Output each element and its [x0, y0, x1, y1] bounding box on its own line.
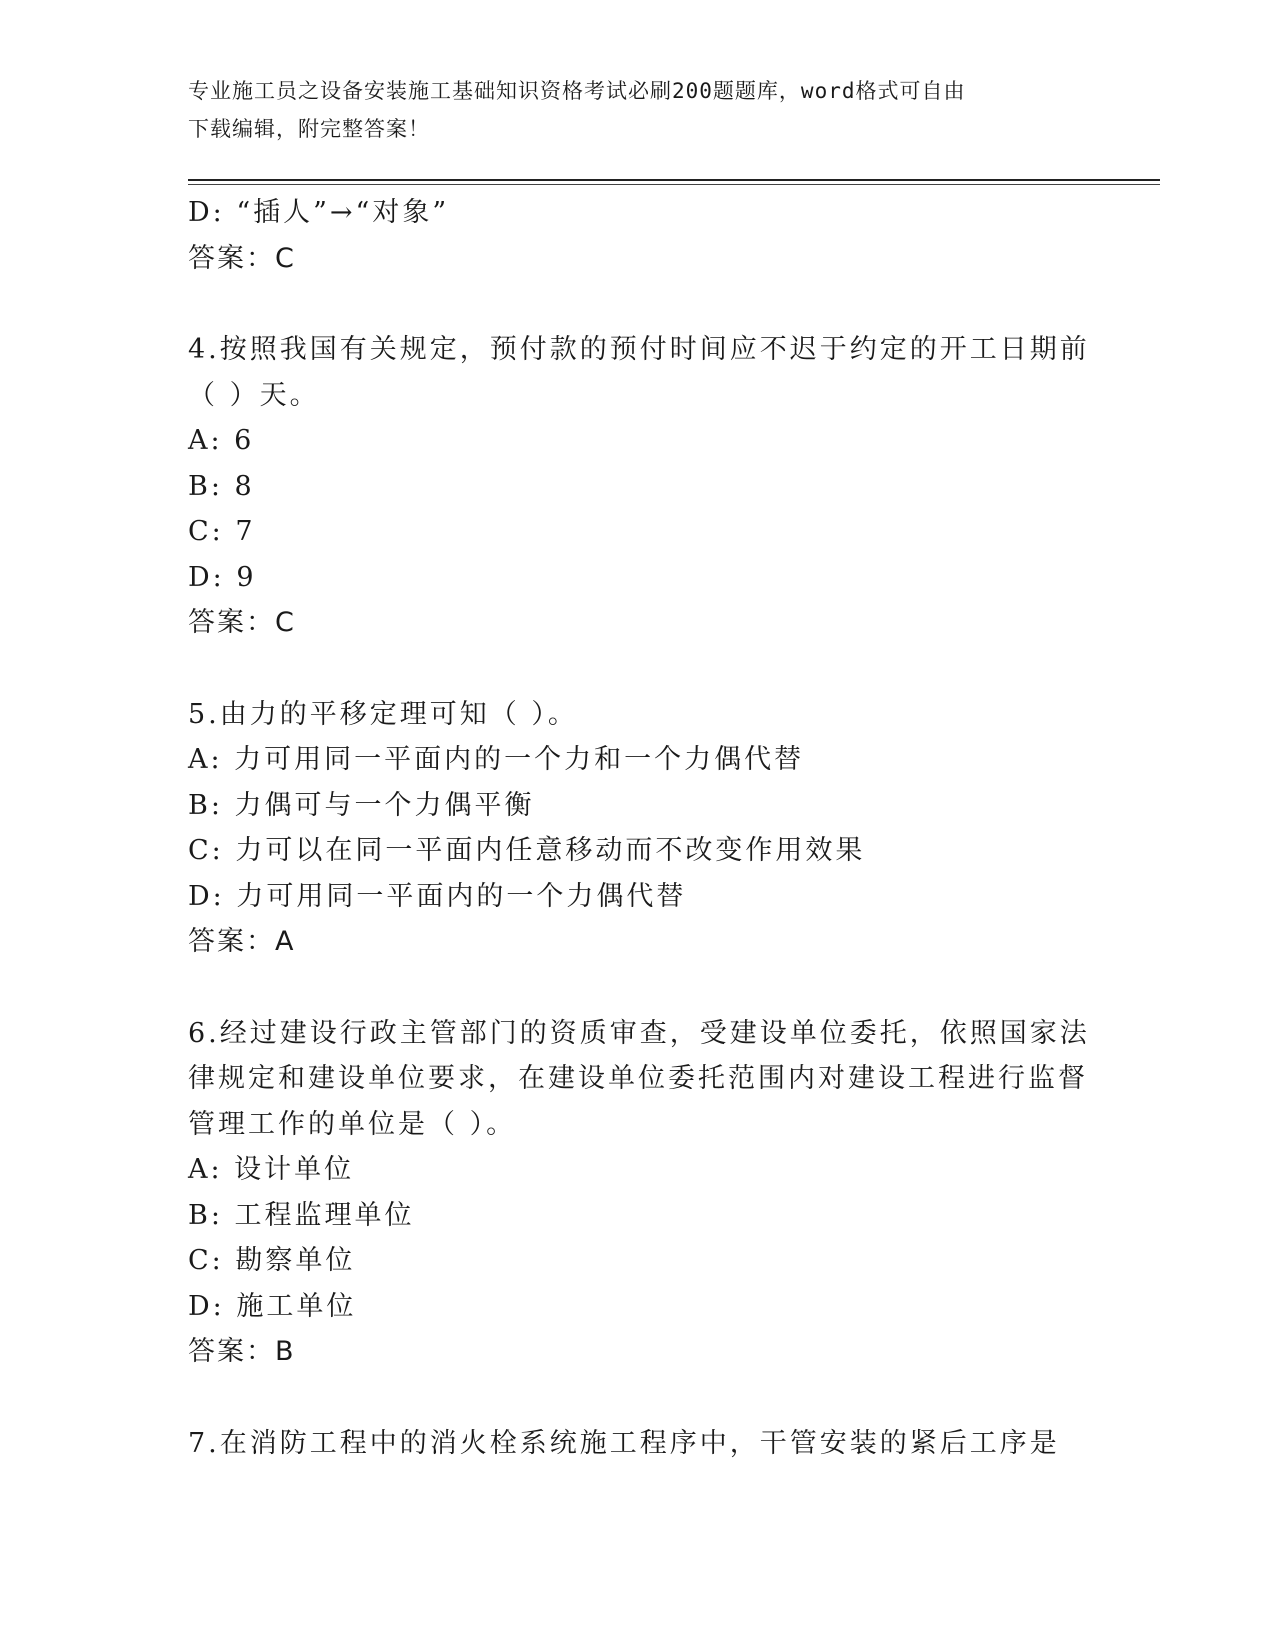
- answer: 答案：B: [188, 1336, 296, 1367]
- header-rule-thin: [188, 184, 1160, 185]
- answer: 答案：C: [188, 607, 296, 638]
- option-a: A: 力可用同一平面内的一个力和一个力偶代替: [188, 744, 805, 775]
- option-d: D: “插人”→“对象”: [188, 197, 450, 228]
- question-text-line: 6.经过建设行政主管部门的资质审查，受建设单位委托，依照国家法: [188, 1017, 1090, 1049]
- question-4: [188, 327, 1090, 646]
- previous-question-tail: [188, 190, 1068, 281]
- question-5: [188, 692, 1068, 965]
- option-a: A: 6: [188, 425, 255, 456]
- option-a: A: 设计单位: [188, 1154, 355, 1185]
- option-d: D: 力可用同一平面内的一个力偶代替: [188, 880, 687, 912]
- option-d: D: 施工单位: [188, 1290, 357, 1322]
- question-text-line: （ ）天。: [188, 379, 320, 411]
- question-6: [188, 1011, 1090, 1375]
- header-line-2: 下载编辑，附完整答案！: [188, 117, 430, 141]
- question-text-line: 5.由力的平移定理可知（ ）。: [188, 698, 578, 730]
- question-text-line: 律规定和建设单位要求，在建设单位委托范围内对建设工程进行监督: [188, 1063, 1088, 1094]
- option-d: D: 9: [188, 561, 257, 593]
- option-b: B: 力偶可与一个力偶平衡: [188, 789, 535, 821]
- option-c: C: 勘察单位: [188, 1245, 356, 1276]
- document-body: [188, 190, 1090, 1466]
- question-text-line: 管理工作的单位是（ ）。: [188, 1108, 517, 1140]
- option-b: B: 工程监理单位: [188, 1199, 415, 1231]
- question-text-line: 7.在消防工程中的消火栓系统施工程序中，干管安装的紧后工序是: [188, 1427, 1060, 1459]
- question-7: [188, 1421, 1068, 1467]
- option-b: B: 8: [188, 470, 255, 502]
- header-line-1: 专业施工员之设备安装施工基础知识资格考试必刷200题题库，word格式可自由: [188, 79, 966, 103]
- header-rule-thick: [188, 179, 1160, 181]
- answer: 答案：C: [188, 242, 296, 274]
- answer: 答案：A: [188, 926, 296, 957]
- option-c: C: 力可以在同一平面内任意移动而不改变作用效果: [188, 835, 866, 866]
- document-header: [188, 72, 1088, 148]
- question-text-line: 4.按照我国有关规定，预付款的预付时间应不迟于约定的开工日期前: [188, 334, 1090, 365]
- option-c: C: 7: [188, 516, 256, 547]
